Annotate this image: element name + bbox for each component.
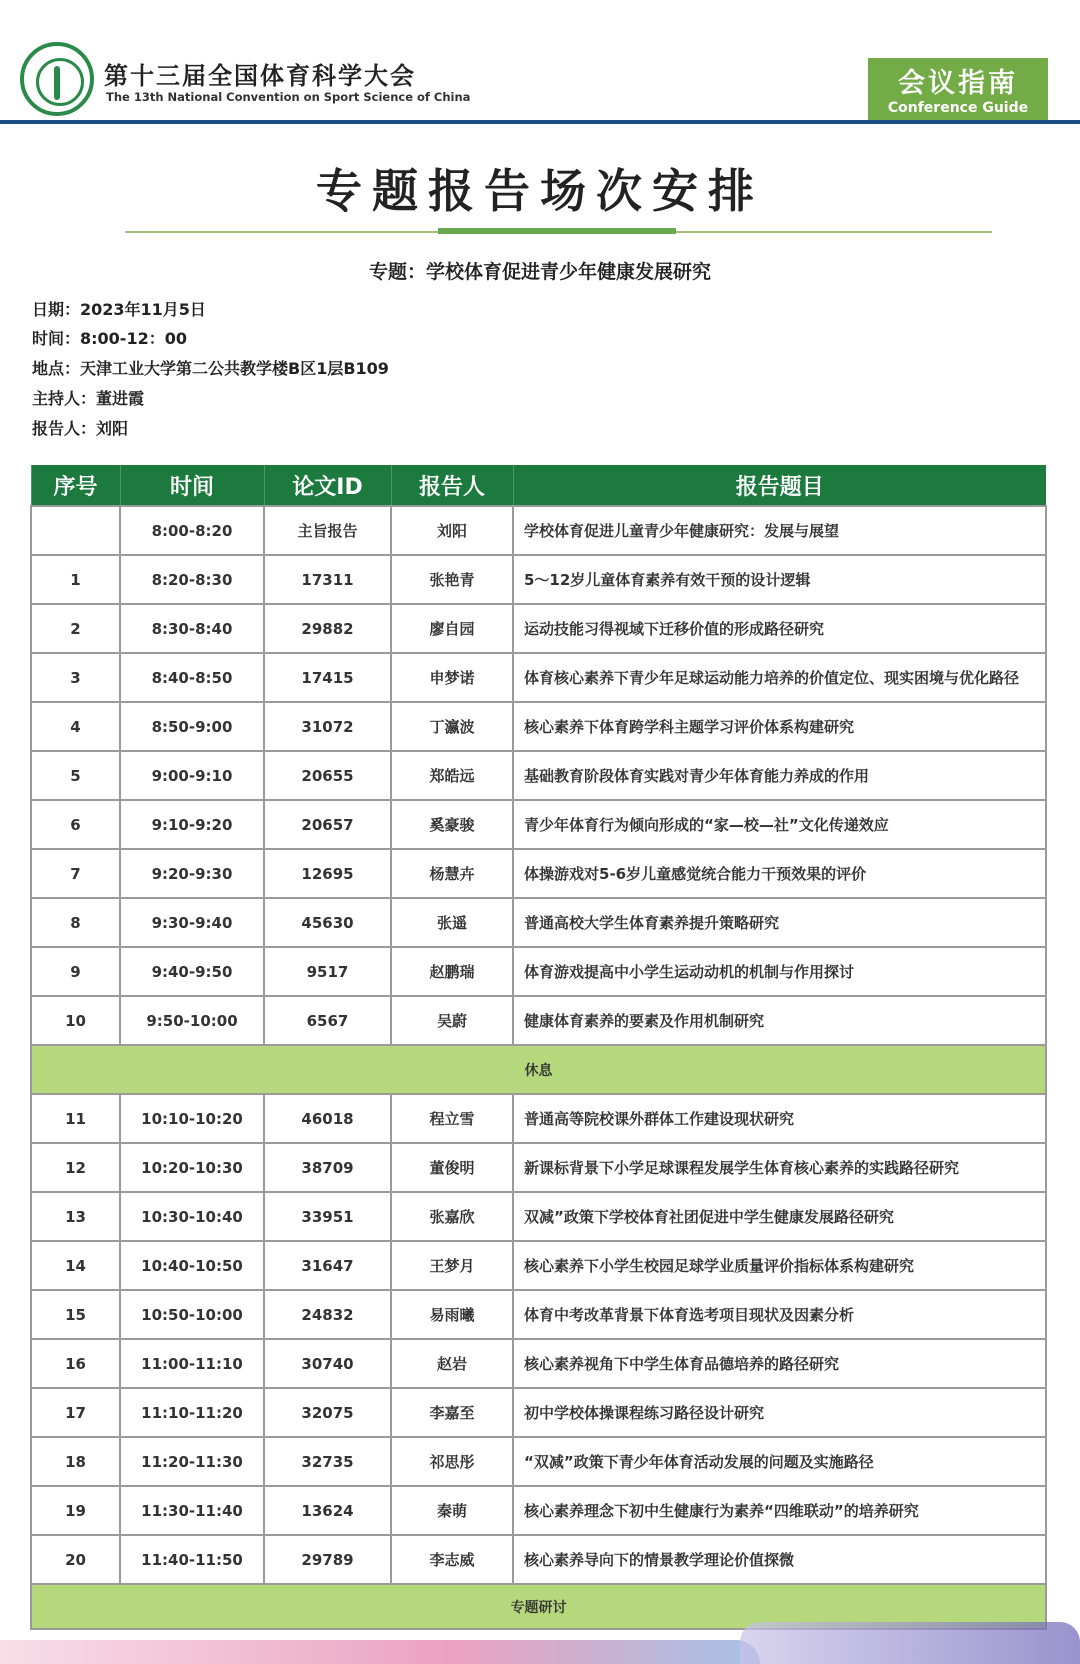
cell-time: 8:40-8:50 <box>120 653 264 702</box>
cell-seq: 11 <box>31 1094 120 1143</box>
table-row <box>31 1192 1046 1241</box>
cell-paper-id: 20657 <box>264 800 391 849</box>
cell-speaker: 赵岩 <box>391 1339 513 1388</box>
table-row <box>31 1437 1046 1486</box>
cell-speaker: 易雨曦 <box>391 1290 513 1339</box>
cell-seq: 3 <box>31 653 120 702</box>
cell-time: 10:50-10:00 <box>120 1290 264 1339</box>
cell-seq <box>31 506 120 555</box>
cell-speaker: 秦萌 <box>391 1486 513 1535</box>
info-date: 日期：2023年11月5日 <box>32 300 206 319</box>
cell-time: 10:20-10:30 <box>120 1143 264 1192</box>
column-header: 时间 <box>120 465 264 506</box>
table-row <box>31 1339 1046 1388</box>
cell-time: 11:20-11:30 <box>120 1437 264 1486</box>
decorative-crowd-silhouette <box>740 1622 1080 1664</box>
cell-paper-id: 31072 <box>264 702 391 751</box>
break-row <box>31 1045 1046 1094</box>
table-row <box>31 1290 1046 1339</box>
cell-speaker: 张艳青 <box>391 555 513 604</box>
cell-seq: 10 <box>31 996 120 1045</box>
table-row <box>31 898 1046 947</box>
cell-topic: “双减”政策下青少年体育活动发展的问题及实施路径 <box>513 1437 1046 1486</box>
table-row <box>31 653 1046 702</box>
cell-speaker: 祁思彤 <box>391 1437 513 1486</box>
decorative-swoosh <box>0 1640 760 1664</box>
cell-seq: 4 <box>31 702 120 751</box>
table-row <box>31 849 1046 898</box>
schedule-table <box>30 465 1047 1630</box>
cell-paper-id: 29882 <box>264 604 391 653</box>
discussion-row-label: 专题研讨 <box>31 1584 1046 1629</box>
page-title: 专题报告场次安排 <box>316 164 764 218</box>
cell-paper-id: 31647 <box>264 1241 391 1290</box>
cell-seq: 2 <box>31 604 120 653</box>
table-row <box>31 702 1046 751</box>
cell-topic: 运动技能习得视域下迁移价值的形成路径研究 <box>513 604 1046 653</box>
cell-time: 8:00-8:20 <box>120 506 264 555</box>
cell-speaker: 丁瀛波 <box>391 702 513 751</box>
cell-seq: 13 <box>31 1192 120 1241</box>
cell-paper-id: 17311 <box>264 555 391 604</box>
guide-label-en: Conference Guide <box>887 100 1029 116</box>
cell-topic: 学校体育促进儿童青少年健康研究：发展与展望 <box>513 506 1046 555</box>
table-row <box>31 1535 1046 1584</box>
cell-speaker: 杨慧卉 <box>391 849 513 898</box>
cell-seq: 19 <box>31 1486 120 1535</box>
cell-seq: 20 <box>31 1535 120 1584</box>
cell-speaker: 廖自园 <box>391 604 513 653</box>
table-row <box>31 604 1046 653</box>
cell-paper-id: 46018 <box>264 1094 391 1143</box>
cell-topic: 双减”政策下学校体育社团促进中学生健康发展路径研究 <box>513 1192 1046 1241</box>
cell-topic: 体育核心素养下青少年足球运动能力培养的价值定位、现实困境与优化路径 <box>513 653 1046 702</box>
cell-topic: 体育中考改革背景下体育选考项目现状及因素分析 <box>513 1290 1046 1339</box>
session-topic: 专题：学校体育促进青少年健康发展研究 <box>368 261 711 283</box>
cell-topic: 普通高校大学生体育素养提升策略研究 <box>513 898 1046 947</box>
cell-topic: 青少年体育行为倾向形成的“家—校—社”文化传递效应 <box>513 800 1046 849</box>
header-divider <box>0 120 1080 124</box>
table-row <box>31 1241 1046 1290</box>
cell-topic: 初中学校体操课程练习路径设计研究 <box>513 1388 1046 1437</box>
info-host: 主持人：董进霞 <box>32 389 145 408</box>
cell-speaker: 张遥 <box>391 898 513 947</box>
cell-time: 10:40-10:50 <box>120 1241 264 1290</box>
cell-topic: 核心素养下小学生校园足球学业质量评价指标体系构建研究 <box>513 1241 1046 1290</box>
cell-seq: 1 <box>31 555 120 604</box>
table-row <box>31 506 1046 555</box>
cell-time: 8:20-8:30 <box>120 555 264 604</box>
cell-time: 9:30-9:40 <box>120 898 264 947</box>
conference-guide-badge <box>868 58 1048 120</box>
cell-paper-id: 17415 <box>264 653 391 702</box>
cell-topic: 健康体育素养的要素及作用机制研究 <box>513 996 1046 1045</box>
table-row <box>31 800 1046 849</box>
cell-time: 9:10-9:20 <box>120 800 264 849</box>
cell-speaker: 程立雪 <box>391 1094 513 1143</box>
table-row <box>31 1094 1046 1143</box>
cell-speaker: 奚豪骏 <box>391 800 513 849</box>
cell-time: 11:30-11:40 <box>120 1486 264 1535</box>
table-row <box>31 1143 1046 1192</box>
break-row-label: 休息 <box>31 1045 1046 1094</box>
cell-speaker: 赵鹏瑞 <box>391 947 513 996</box>
cell-time: 9:50-10:00 <box>120 996 264 1045</box>
table-row <box>31 1388 1046 1437</box>
cell-topic: 5～12岁儿童体育素养有效干预的设计逻辑 <box>513 555 1046 604</box>
cell-paper-id: 12695 <box>264 849 391 898</box>
cell-topic: 核心素养下体育跨学科主题学习评价体系构建研究 <box>513 702 1046 751</box>
cell-speaker: 申梦诺 <box>391 653 513 702</box>
column-header: 报告人 <box>391 465 513 506</box>
cell-topic: 体育游戏提高中小学生运动动机的机制与作用探讨 <box>513 947 1046 996</box>
table-row <box>31 1486 1046 1535</box>
cell-speaker: 郑皓远 <box>391 751 513 800</box>
cell-seq: 14 <box>31 1241 120 1290</box>
cell-time: 9:00-9:10 <box>120 751 264 800</box>
info-place: 地点：天津工业大学第二公共教学楼B区1层B109 <box>32 359 389 378</box>
cell-speaker: 张嘉欣 <box>391 1192 513 1241</box>
cell-paper-id: 33951 <box>264 1192 391 1241</box>
cell-time: 8:30-8:40 <box>120 604 264 653</box>
conference-title: 第十三届全国体育科学大会 <box>104 62 416 90</box>
column-header: 报告题目 <box>513 465 1046 506</box>
cell-paper-id: 29789 <box>264 1535 391 1584</box>
cell-paper-id: 32735 <box>264 1437 391 1486</box>
cell-seq: 16 <box>31 1339 120 1388</box>
cell-paper-id: 20655 <box>264 751 391 800</box>
cell-paper-id: 24832 <box>264 1290 391 1339</box>
cell-topic: 核心素养导向下的情景教学理论价值探微 <box>513 1535 1046 1584</box>
cell-time: 11:00-11:10 <box>120 1339 264 1388</box>
guide-label: 会议指南 <box>898 68 1018 99</box>
cell-topic: 核心素养理念下初中生健康行为素养“四维联动”的培养研究 <box>513 1486 1046 1535</box>
cell-seq: 18 <box>31 1437 120 1486</box>
cell-time: 11:40-11:50 <box>120 1535 264 1584</box>
cell-topic: 核心素养视角下中学生体育品德培养的路径研究 <box>513 1339 1046 1388</box>
table-row <box>31 751 1046 800</box>
cell-paper-id: 32075 <box>264 1388 391 1437</box>
table-row <box>31 555 1046 604</box>
cell-paper-id: 主旨报告 <box>264 506 391 555</box>
cell-topic: 新课标背景下小学足球课程发展学生体育核心素养的实践路径研究 <box>513 1143 1046 1192</box>
info-time: 时间：8:00-12：00 <box>32 329 187 348</box>
cell-time: 10:10-10:20 <box>120 1094 264 1143</box>
cell-seq: 9 <box>31 947 120 996</box>
cell-seq: 5 <box>31 751 120 800</box>
title-rule-accent <box>438 228 676 234</box>
cell-seq: 15 <box>31 1290 120 1339</box>
column-header: 论文ID <box>264 465 391 506</box>
cell-paper-id: 30740 <box>264 1339 391 1388</box>
cell-seq: 6 <box>31 800 120 849</box>
cell-paper-id: 13624 <box>264 1486 391 1535</box>
cell-speaker: 王梦月 <box>391 1241 513 1290</box>
cell-speaker: 李嘉至 <box>391 1388 513 1437</box>
conference-logo <box>20 42 94 116</box>
cell-seq: 8 <box>31 898 120 947</box>
cell-speaker: 李志威 <box>391 1535 513 1584</box>
column-header: 序号 <box>31 465 120 506</box>
cell-speaker: 吴蔚 <box>391 996 513 1045</box>
cell-topic: 基础教育阶段体育实践对青少年体育能力养成的作用 <box>513 751 1046 800</box>
table-row <box>31 947 1046 996</box>
cell-speaker: 刘阳 <box>391 506 513 555</box>
cell-time: 11:10-11:20 <box>120 1388 264 1437</box>
cell-seq: 12 <box>31 1143 120 1192</box>
cell-time: 9:20-9:30 <box>120 849 264 898</box>
cell-time: 10:30-10:40 <box>120 1192 264 1241</box>
conference-title-en: The 13th National Convention on Sport Science of China <box>106 90 471 104</box>
cell-topic: 普通高等院校课外群体工作建设现状研究 <box>513 1094 1046 1143</box>
cell-seq: 7 <box>31 849 120 898</box>
table-row <box>31 996 1046 1045</box>
info-reporter: 报告人：刘阳 <box>32 419 129 438</box>
cell-paper-id: 45630 <box>264 898 391 947</box>
cell-seq: 17 <box>31 1388 120 1437</box>
cell-speaker: 董俊明 <box>391 1143 513 1192</box>
cell-time: 9:40-9:50 <box>120 947 264 996</box>
cell-paper-id: 38709 <box>264 1143 391 1192</box>
cell-topic: 体操游戏对5-6岁儿童感觉统合能力干预效果的评价 <box>513 849 1046 898</box>
cell-paper-id: 6567 <box>264 996 391 1045</box>
cell-paper-id: 9517 <box>264 947 391 996</box>
cell-time: 8:50-9:00 <box>120 702 264 751</box>
